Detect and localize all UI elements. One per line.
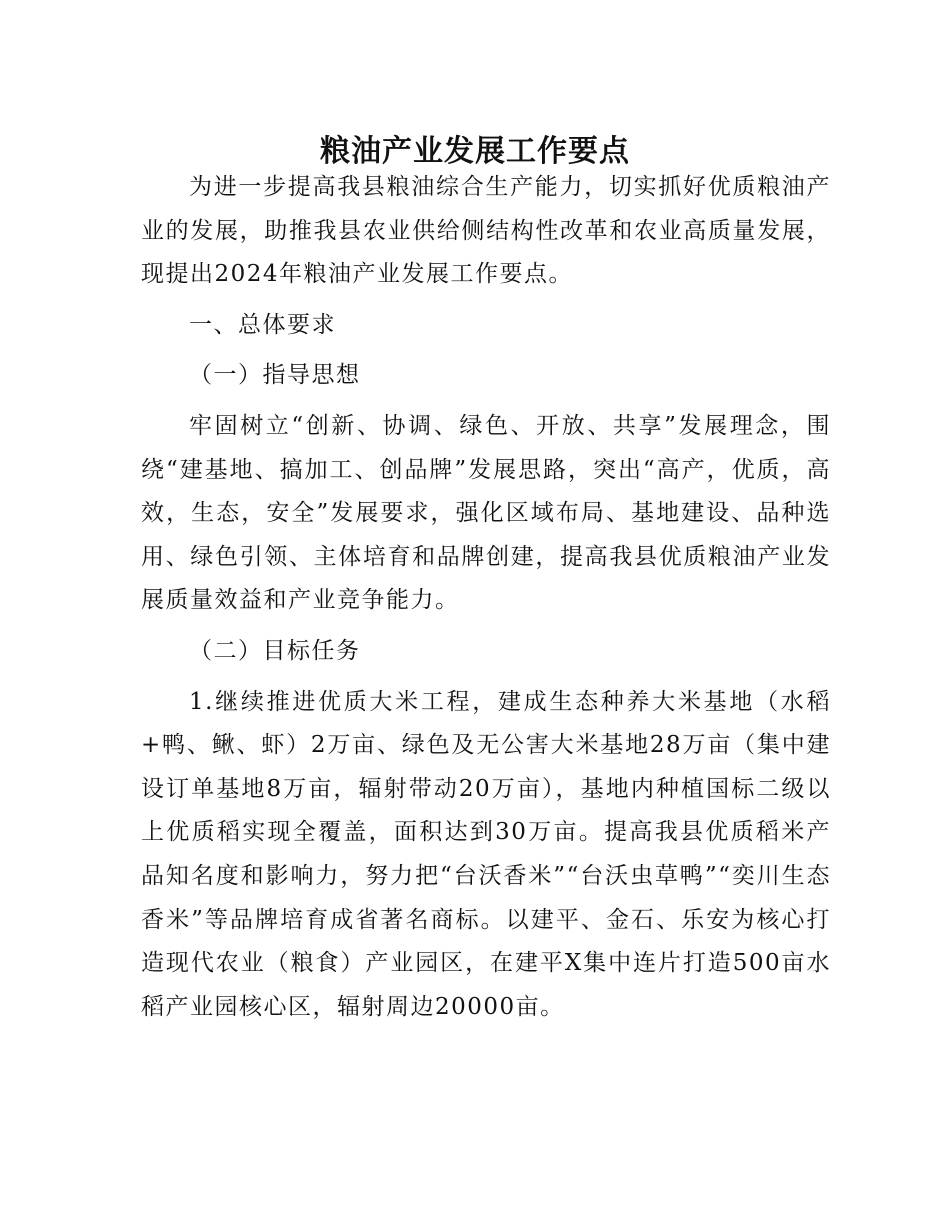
paragraph-gap (141, 297, 831, 304)
section-heading-overall-requirements: 一、总体要求 (189, 311, 336, 338)
document-body (141, 166, 831, 1029)
target-task-item-1: 1.继续推进优质大米工程，建成生态种养大米基地（水稻+鸭、鳅、虾）2万亩、绿色及无公害大米基地28万亩（集中建设订单基地8万亩，辐射带动20万亩），基地内种植国标二级以上优质稻实现全覆盖，面积达到30万亩。提高我县优质稻米产品知名度和影响力，努力把“台沃香米”“台沃虫草鸭”“奕川生态香米”等品牌培育成省著名商标。以建平、金石、乐安为核心打造现代农业（粮食）产业园区，在建平X集中连片打造500亩水稻产业园核心区，辐射周边20000亩。 (141, 688, 831, 1020)
subsection-heading-target-tasks: （二）目标任务 (189, 637, 361, 664)
paragraph-gap (141, 398, 831, 405)
paragraph-gap (141, 674, 831, 681)
intro-paragraph: 为进一步提高我县粮油综合生产能力，切实抓好优质粮油产业的发展，助推我县农业供给侧结构性改革和农业高质量发展，现提出2024年粮油产业发展工作要点。 (141, 174, 831, 288)
guiding-ideology-paragraph: 牢固树立“创新、协调、绿色、开放、共享”发展理念，围绕“建基地、搞加工、创品牌”发展思路，突出“高产，优质，高效，生态，安全”发展要求，强化区域布局、基地建设、品种选用、绿色引领、主体培育和品牌创建，提高我县优质粮油产业发展质量效益和产业竞争能力。 (141, 412, 831, 614)
subsection-heading-guiding-ideology: （一）指导思想 (189, 362, 361, 389)
paragraph-gap (141, 347, 831, 354)
paragraph-gap (141, 623, 831, 630)
document-title: 粮油产业发展工作要点 (320, 134, 630, 170)
